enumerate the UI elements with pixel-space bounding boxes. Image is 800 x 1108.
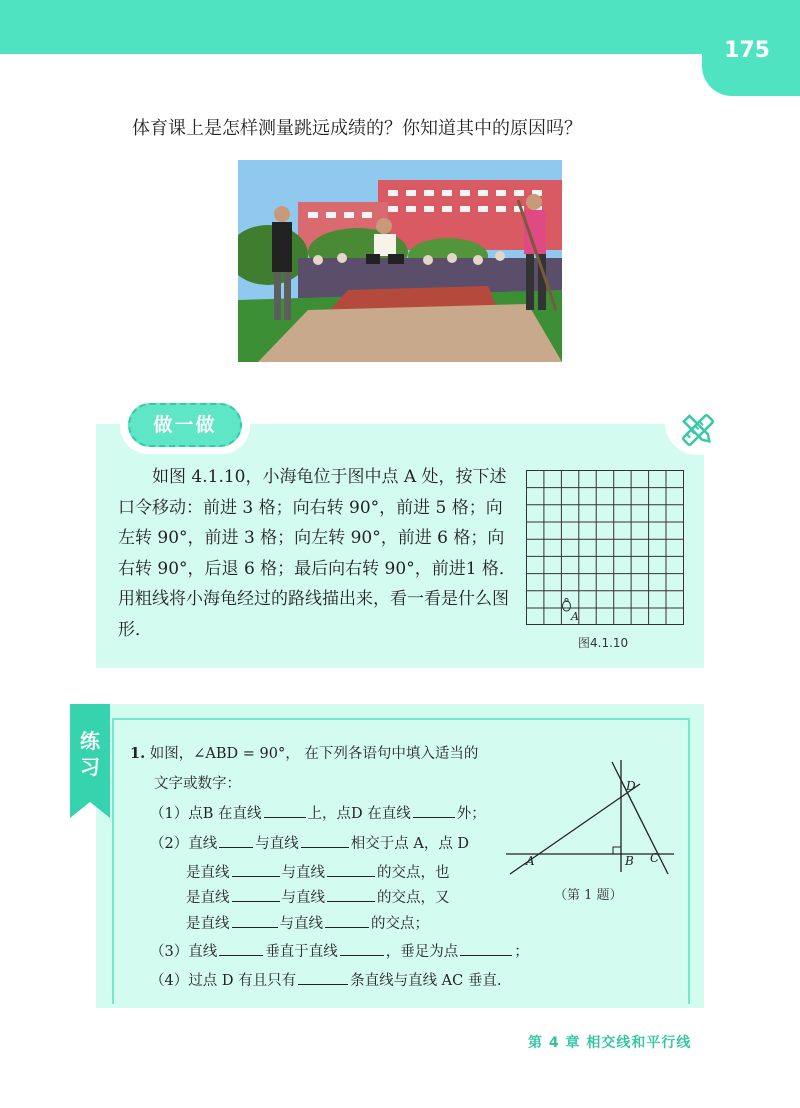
q1-intro (130, 742, 478, 763)
doit-paragraph: 如图 4.1.10，小海龟位于图中点 A 处，按下述口令移动：前进 3 格；向右转 90°，前进 5 格；向左转 90°，前进 3 格；向左转 90°，前进 6 格；向右转 90°，后退 6 格；最后向右转 90°，前进1 格．用粗线将小海龟经过的路线描出来，看一看是什么图形． (118, 467, 516, 640)
item3-b: 垂直于直线 (265, 944, 338, 960)
q1-number: 1. (130, 745, 146, 762)
practice-label (70, 728, 110, 780)
blank[interactable] (325, 913, 369, 928)
grid-caption: 图4.1.10 (578, 636, 629, 650)
blank[interactable] (413, 803, 455, 818)
q1-item2-line1 (150, 832, 469, 853)
doit-label: 做一做 (128, 403, 242, 447)
q1-item2-line4 (186, 912, 429, 933)
label-c: C (650, 851, 660, 865)
item3-d: ； (514, 944, 529, 960)
item4-b: 条直线与直线 AC 垂直. (350, 973, 502, 989)
top-band (0, 0, 800, 54)
grid-point-label: A (571, 610, 579, 623)
item2-d: 是直线 (186, 865, 230, 881)
item2-k: 与直线 (279, 916, 323, 932)
item3-c: ，垂足为点 (385, 944, 459, 960)
item3-a: （3）直线 (150, 944, 218, 960)
item1-c: 外； (456, 806, 486, 822)
item2-c: 相交于点 A，点 D (350, 836, 470, 852)
q1-item2-line3 (186, 886, 450, 907)
item2-h: 与直线 (281, 890, 325, 906)
turtle-grid (526, 470, 686, 628)
q1-figure-caption: （第 1 题） (554, 888, 623, 903)
q1-item3 (150, 940, 529, 961)
blank[interactable] (232, 887, 280, 902)
q1-intro-a: 如图，∠ABD = 90°， 在下列各语句中填入适当的 (149, 746, 479, 762)
long-jump-photo (238, 160, 562, 362)
doit-instructions (118, 462, 518, 645)
chapter-footer: 第 4 章 相交线和平行线 (528, 1035, 692, 1051)
intro-question: 体育课上是怎样测量跳远成绩的？你知道其中的原因吗？ (132, 118, 582, 139)
label-a: A (526, 854, 535, 868)
right-angle-mark (613, 847, 621, 854)
practice-label-line1: 练 (80, 729, 100, 753)
label-d: D (626, 779, 636, 793)
q1-item2-line2 (186, 861, 450, 882)
item2-j: 是直线 (186, 916, 230, 932)
item2-i: 的交点，又 (377, 890, 450, 906)
blank[interactable] (219, 941, 263, 956)
blank[interactable] (219, 833, 253, 848)
turtle-icon (563, 598, 571, 611)
q1-intro-b: 文字或数字： (154, 776, 241, 792)
item2-b: 与直线 (255, 836, 299, 852)
q1-item4 (150, 969, 501, 990)
q1-figure (500, 750, 680, 880)
item1-b: 上，点D 在直线 (307, 806, 411, 822)
blank[interactable] (460, 941, 512, 956)
blank[interactable] (264, 803, 306, 818)
q1-item1 (150, 802, 486, 823)
item2-g: 是直线 (186, 890, 230, 906)
item2-e: 与直线 (281, 865, 325, 881)
blank[interactable] (232, 913, 278, 928)
blank[interactable] (301, 833, 349, 848)
blank[interactable] (232, 862, 280, 877)
item2-a: （2）直线 (150, 836, 218, 852)
item1-a: （1）点B 在直线 (150, 806, 262, 822)
pencil-ruler-icon (676, 408, 720, 452)
blank[interactable] (327, 887, 375, 902)
item2-f: 的交点，也 (377, 865, 450, 881)
practice-label-line2: 习 (80, 755, 100, 779)
blank[interactable] (298, 970, 348, 985)
label-b: B (625, 854, 634, 868)
page-number: 175 (724, 38, 770, 63)
blank[interactable] (340, 941, 384, 956)
item2-l: 的交点； (371, 916, 429, 932)
item4-a: （4）过点 D 有且只有 (150, 973, 297, 989)
blank[interactable] (327, 862, 375, 877)
